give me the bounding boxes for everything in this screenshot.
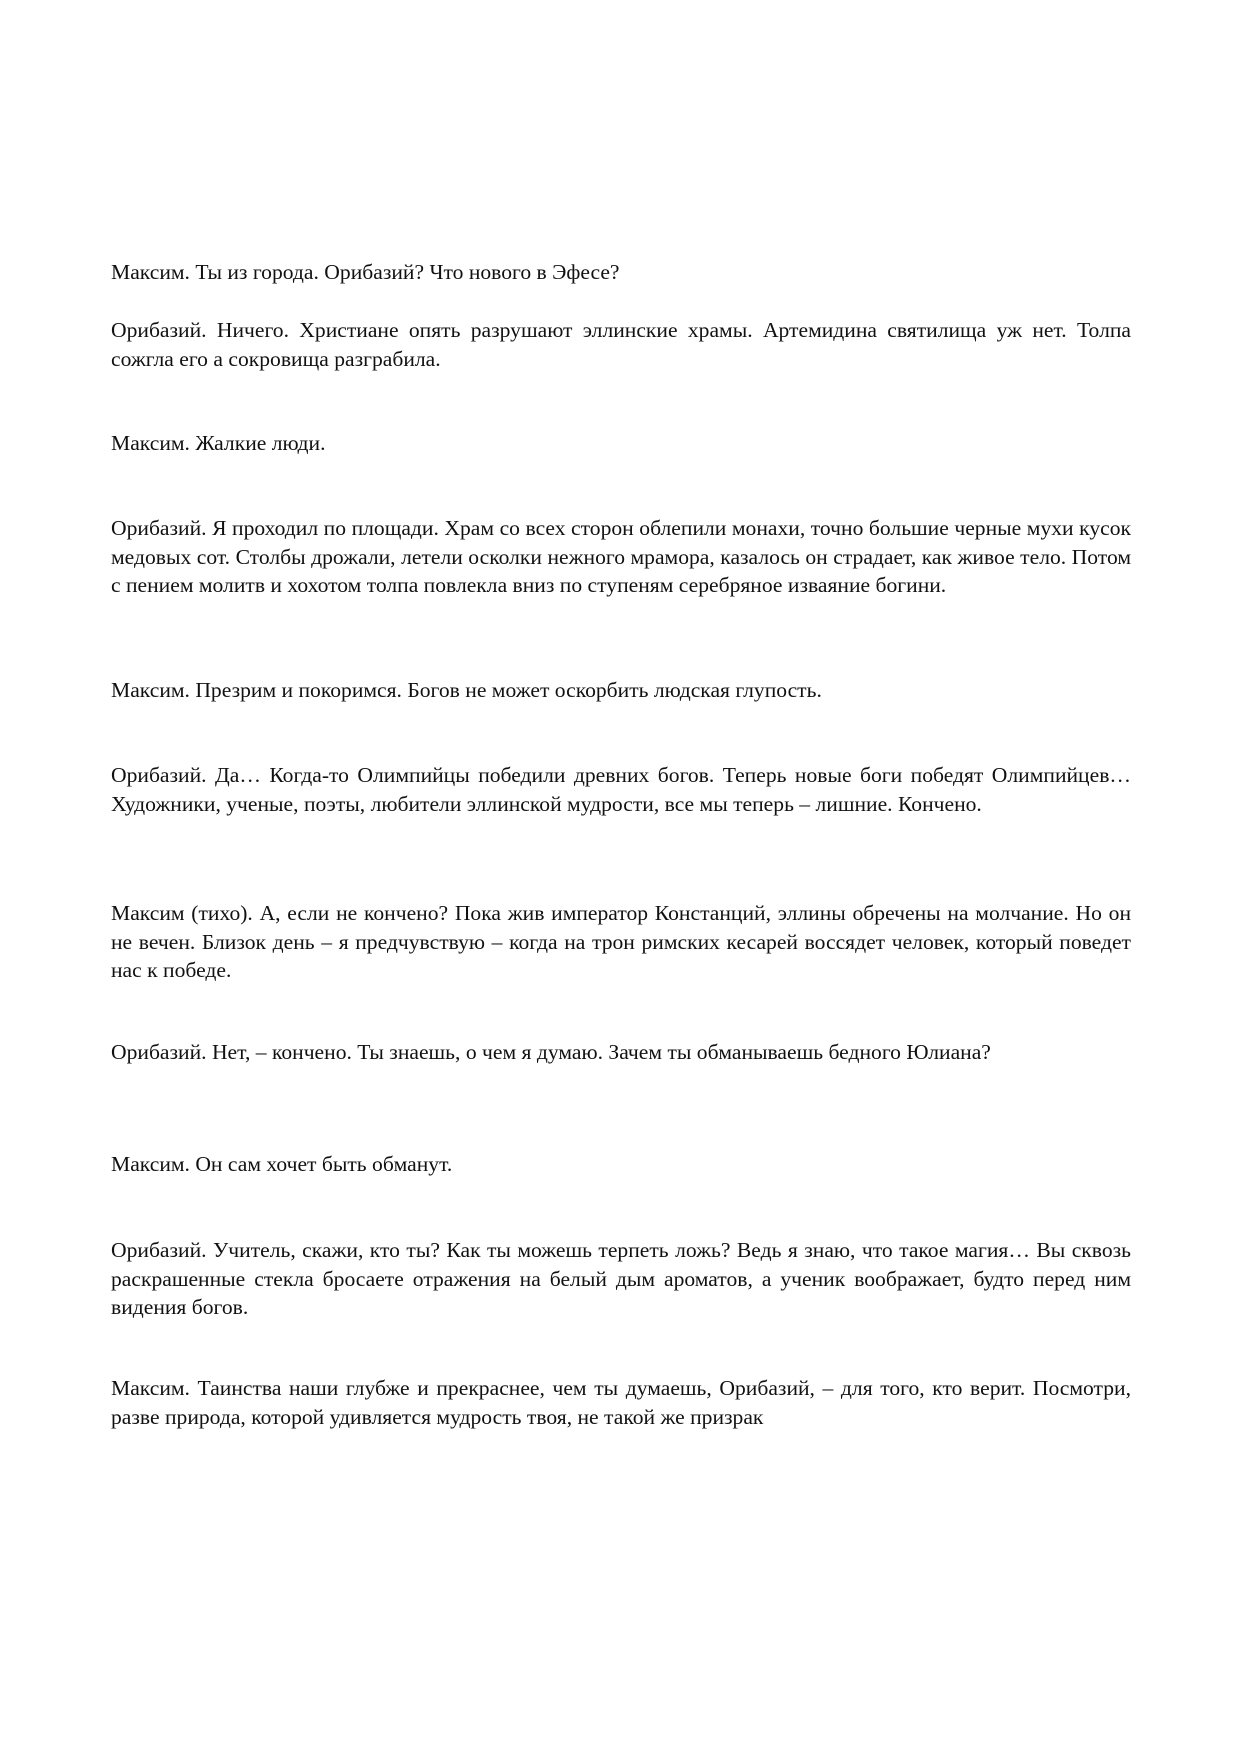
paragraph-oribasius-3: Орибазий. Да… Когда-то Олимпийцы победили древних богов. Теперь новые боги победят Олимпийцев… Художники, ученые, поэты, любители эллинской мудрости, все мы теперь – лишние. Кончено. [111, 763, 1131, 816]
paragraph-oribasius-4: Орибазий. Нет, – кончено. Ты знаешь, о чем я думаю. Зачем ты обманываешь бедного Юлиана? [111, 1040, 991, 1064]
paragraph-oribasius-2: Орибазий. Я проходил по площади. Храм со всех сторон облепили монахи, точно большие черные мухи кусок медовых сот. Столбы дрожали, летели осколки нежного мрамора, казалось он страдает, как живое тело. Потом с пением молитв и хохотом толпа повлекла вниз по ступеням серебряное изваяние богини. [111, 516, 1131, 598]
paragraph-maxim-1: Максим. Ты из города. Орибазий? Что нового в Эфесе? [111, 260, 620, 284]
paragraph-maxim-3: Максим. Презрим и покоримся. Богов не может оскорбить людская глупость. [111, 678, 822, 702]
paragraph-maxim-6: Максим. Таинства наши глубже и прекраснее, чем ты думаешь, Орибазий, – для того, кто верит. Посмотри, разве природа, которой удивляется мудрость твоя, не такой же призрак [111, 1376, 1131, 1429]
paragraph-maxim-4: Максим (тихо). А, если не кончено? Пока жив император Констанций, эллины обречены на молчание. Но он не вечен. Близок день – я предчувствую – когда на трон римских кесарей воссядет человек, который поведет нас к победе. [111, 901, 1131, 983]
paragraph-oribasius-1: Орибазий. Ничего. Христиане опять разрушают эллинские храмы. Артемидина святилища уж нет. Толпа сожгла его а сокровища разграбила. [111, 318, 1131, 371]
paragraph-maxim-2: Максим. Жалкие люди. [111, 431, 326, 455]
paragraph-maxim-5: Максим. Он сам хочет быть обманут. [111, 1152, 453, 1176]
paragraph-oribasius-5: Орибазий. Учитель, скажи, кто ты? Как ты можешь терпеть ложь? Ведь я знаю, что такое магия… Вы сквозь раскрашенные стекла бросаете отражения на белый дым ароматов, а ученик воображает, будто перед ним видения богов. [111, 1238, 1131, 1320]
